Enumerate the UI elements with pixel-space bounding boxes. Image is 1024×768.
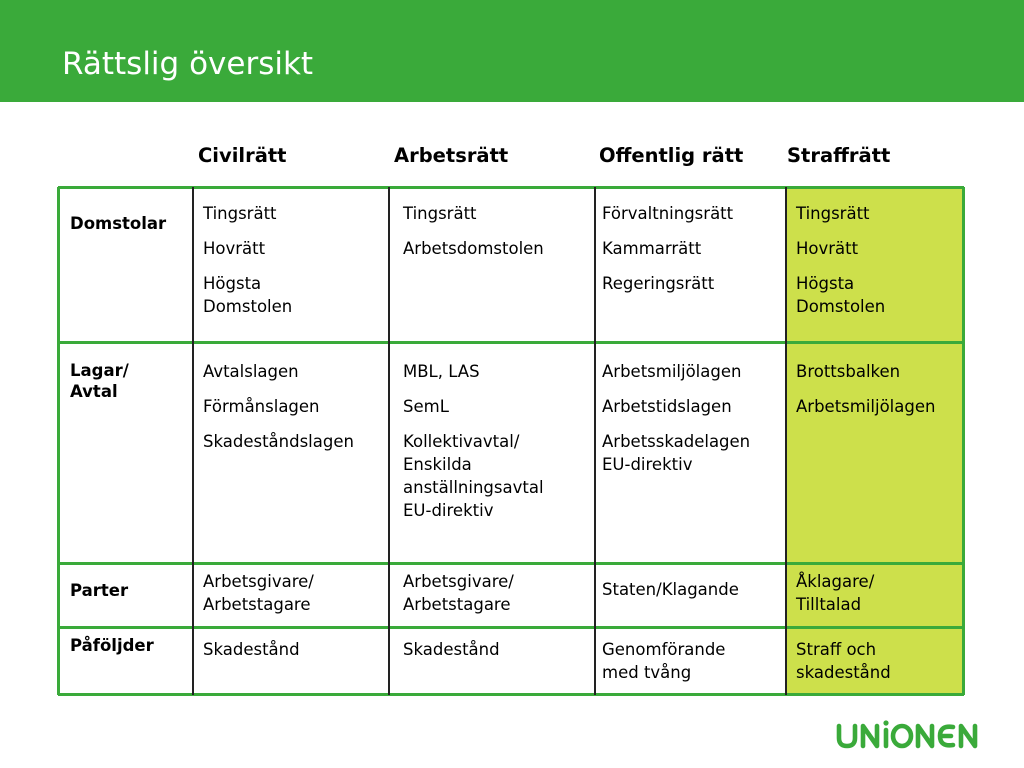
cell-line: Enskilda	[403, 455, 472, 474]
cell-lagar-offentlig-ratt	[602, 360, 750, 476]
cell-line: Förmånslagen	[203, 397, 320, 416]
cell-pafoljder-arbetsratt	[403, 638, 500, 661]
cell-line: Arbetstagare	[203, 595, 311, 614]
cell-line: Åklagare/	[796, 572, 875, 591]
cell-line: Arbetstagare	[403, 595, 511, 614]
cell-line: Domstolen	[796, 297, 886, 316]
cell-line: Högsta	[796, 274, 855, 293]
column-header-arbetsratt: Arbetsrätt	[394, 144, 509, 167]
cell-lagar-arbetsratt	[403, 360, 544, 522]
cell-lagar-straffratt	[796, 360, 935, 418]
cell-line: Förvaltningsrätt	[602, 204, 734, 223]
cell-line: SemL	[403, 397, 449, 416]
cell-line: Hovrätt	[796, 239, 859, 258]
column-divider	[785, 187, 787, 695]
cell-pafoljder-offentlig-ratt	[602, 638, 725, 684]
cell-line: Avtalslagen	[203, 362, 299, 381]
cell-parter-civilratt	[203, 570, 314, 616]
cell-line: Arbetsmiljölagen	[602, 362, 742, 381]
cell-parter-offentlig-ratt	[602, 578, 739, 601]
cell-line: Brottsbalken	[796, 362, 901, 381]
cell-lagar-civilratt	[203, 360, 354, 453]
row-label-line: Avtal	[70, 382, 118, 401]
cell-line: Skadestånd	[203, 640, 300, 659]
row-label-lagar-avtal	[70, 360, 129, 402]
column-header-civilratt: Civilrätt	[198, 144, 287, 167]
row-label-domstolar: Domstolar	[70, 214, 167, 233]
table-border-right	[962, 187, 965, 695]
cell-line: Skadeståndslagen	[203, 432, 354, 451]
cell-line: Genomförande	[602, 640, 726, 659]
slide-title: Rättslig översikt	[62, 46, 314, 82]
cell-line: Staten/Klagande	[602, 580, 739, 599]
cell-parter-arbetsratt	[403, 570, 514, 616]
cell-line: Hovrätt	[203, 239, 266, 258]
cell-line: skadestånd	[796, 663, 891, 682]
cell-domstolar-civilratt	[203, 202, 292, 318]
cell-line: Tingsrätt	[203, 204, 277, 223]
row-label-pafoljder: Påföljder	[70, 636, 154, 655]
table-border-left	[57, 187, 60, 695]
cell-line: Arbetsmiljölagen	[796, 397, 936, 416]
cell-line: EU-direktiv	[403, 501, 494, 520]
cell-parter-straffratt	[796, 570, 874, 616]
cell-line: Regeringsrätt	[602, 274, 715, 293]
cell-line: Skadestånd	[403, 640, 500, 659]
cell-domstolar-arbetsratt	[403, 202, 544, 260]
cell-line: Straff och	[796, 640, 877, 659]
column-divider	[192, 187, 194, 695]
cell-pafoljder-civilratt	[203, 638, 300, 661]
column-divider	[594, 187, 596, 695]
cell-pafoljder-straffratt	[796, 638, 891, 684]
cell-domstolar-straffratt	[796, 202, 885, 318]
cell-line: MBL, LAS	[403, 362, 480, 381]
cell-line: Arbetsdomstolen	[403, 239, 544, 258]
column-header-offentlig-ratt: Offentlig rätt	[599, 144, 744, 167]
cell-line: Kollektivavtal/	[403, 432, 520, 451]
cell-domstolar-offentlig-ratt	[602, 202, 733, 295]
cell-line: Tingsrätt	[796, 204, 870, 223]
cell-line: anställningsavtal	[403, 478, 544, 497]
cell-line: Tilltalad	[796, 595, 862, 614]
cell-line: Tingsrätt	[403, 204, 477, 223]
unionen-logo	[836, 718, 986, 752]
column-divider	[388, 187, 390, 695]
cell-line: med tvång	[602, 663, 692, 682]
cell-line: Arbetsgivare/	[403, 572, 514, 591]
row-label-parter: Parter	[70, 581, 129, 600]
column-header-straffratt: Straffrätt	[787, 144, 891, 167]
cell-line: Arbetstidslagen	[602, 397, 732, 416]
cell-line: EU-direktiv	[602, 455, 693, 474]
cell-line: Högsta	[203, 274, 262, 293]
cell-line: Domstolen	[203, 297, 293, 316]
row-label-line: Lagar/	[70, 361, 129, 380]
cell-line: Arbetsgivare/	[203, 572, 314, 591]
cell-line: Arbetsskadelagen	[602, 432, 751, 451]
cell-line: Kammarrätt	[602, 239, 702, 258]
